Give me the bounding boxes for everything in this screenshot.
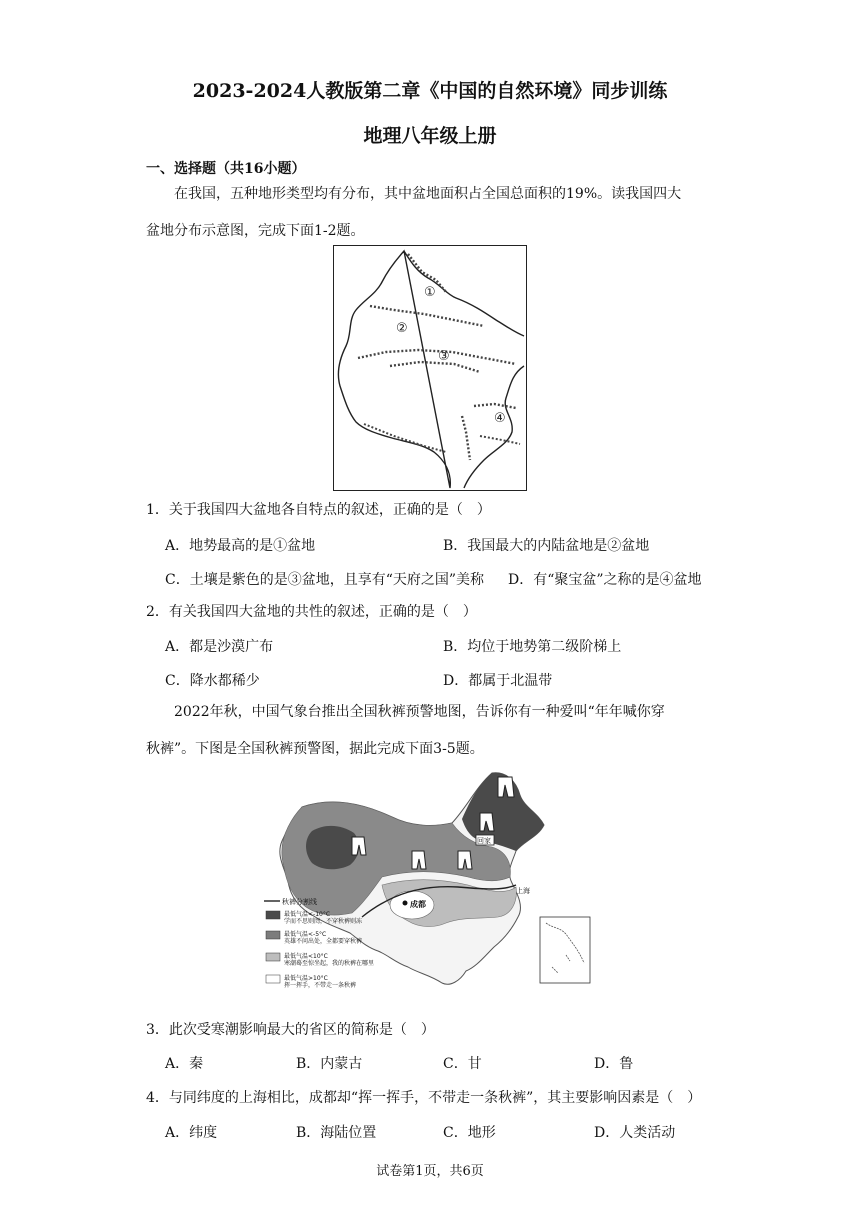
question-3-option-b: B．内蒙古 xyxy=(296,1056,363,1072)
document-title: 2023-2024人教版第二章《中国的自然环境》同步训练 xyxy=(192,80,668,102)
legend-title: 秋裤分割线 xyxy=(282,898,317,906)
legend-4-line-1: 最低气温>10°C xyxy=(284,975,328,982)
question-4-option-b: B．海陆位置 xyxy=(296,1125,377,1141)
basin-label-1: ① xyxy=(424,285,436,300)
basin-label-3: ③ xyxy=(438,349,450,364)
legend-swatch-3 xyxy=(266,953,280,961)
question-3-stem: 3．此次受寒潮影响最大的省区的简称是（ ） xyxy=(146,1022,435,1038)
intro-2-line-1: 2022年秋，中国气象台推出全国秋裤预警地图，告诉你有一种爱叫“年年喊你穿 xyxy=(174,704,665,720)
question-3-option-a: A．秦 xyxy=(165,1056,204,1072)
warning-map-drawing xyxy=(262,767,602,997)
city-label-chengdu: 成都 xyxy=(410,900,426,909)
question-2-stem: 2．有关我国四大盆地的共性的叙述，正确的是（ ） xyxy=(146,604,477,620)
question-4-stem: 4．与同纬度的上海相比，成都却“挥一挥手，不带走一条秋裤”，其主要影响因素是（ ） xyxy=(146,1090,702,1106)
question-2-option-d: D．都属于北温带 xyxy=(443,673,553,689)
chengdu-marker xyxy=(403,901,408,906)
document-subtitle: 地理八年级上册 xyxy=(363,125,497,147)
basin-label-2: ② xyxy=(396,321,408,336)
question-1-option-a: A．地势最高的是①盆地 xyxy=(165,538,316,554)
mountain-range-daba xyxy=(480,436,520,444)
intro-paragraph-2 xyxy=(146,694,716,768)
question-1-option-b: B．我国最大的内陆盆地是②盆地 xyxy=(443,538,650,554)
legend-2-line-1: 最低气温<-5°C xyxy=(284,931,327,938)
basins-map-drawing xyxy=(334,246,526,490)
question-2-option-a: A．都是沙漠广布 xyxy=(165,639,274,655)
page-footer: 试卷第1页，共6页 xyxy=(376,1164,484,1179)
question-1-option-d: D．有“聚宝盆”之称的是④盆地 xyxy=(508,572,702,588)
mountain-range-himalaya xyxy=(364,424,446,452)
zone-below-minus-10-west xyxy=(306,826,359,869)
question-3-option-c: C．甘 xyxy=(443,1056,482,1072)
badge-label: 回家 xyxy=(477,837,491,845)
intro-paragraph-1 xyxy=(146,176,716,250)
question-4-option-c: C．地形 xyxy=(443,1125,496,1141)
south-china-sea-inset xyxy=(540,917,590,983)
question-4-option-d: D．人类活动 xyxy=(594,1125,676,1141)
legend-swatch-4 xyxy=(266,975,280,983)
legend-swatch-1 xyxy=(266,911,280,919)
question-1-option-c: C．土壤是紫色的是③盆地，且享有“天府之国”美称 xyxy=(165,572,485,588)
legend-1-line-2: 学而不思则罔，不穿秋裤则冻 xyxy=(284,918,363,925)
legend-swatch-2 xyxy=(266,931,280,939)
mountain-range-kunlun xyxy=(358,350,516,364)
mountain-range-tianshan xyxy=(370,306,484,326)
mountain-range-qilian xyxy=(390,362,480,372)
intro-1-line-2: 盆地分布示意图，完成下面1-2题。 xyxy=(146,223,365,239)
question-4-option-a: A．纬度 xyxy=(165,1125,218,1141)
legend-3-line-1: 最低气温<10°C xyxy=(284,953,328,960)
question-3-option-d: D．鲁 xyxy=(594,1056,634,1072)
legend-1-line-1: 最低气温<-10°C xyxy=(284,911,331,918)
basin-label-4: ④ xyxy=(494,411,506,426)
question-2-option-b: B．均位于地势第二级阶梯上 xyxy=(443,639,622,655)
legend-4-line-2: 挥一挥手，不带走一条秋裤 xyxy=(284,982,357,989)
basins-map xyxy=(333,245,527,491)
intro-1-line-1: 在我国，五种地形类型均有分布，其中盆地面积占全国总面积的19%。读我国四大 xyxy=(174,186,682,202)
mountain-range-hengduan xyxy=(462,416,470,460)
legend-2-line-2: 英雄不问出处，全都要穿秋裤 xyxy=(284,938,363,945)
question-1-stem: 1．关于我国四大盆地各自特点的叙述，正确的是（ ） xyxy=(146,502,491,518)
city-label-shanghai: 上海 xyxy=(516,887,530,895)
mountain-range-qinling xyxy=(474,404,516,408)
legend-3-line-2: 寒潮蓦至惊坐起，我的秋裤在哪里 xyxy=(284,960,375,967)
question-2-option-c: C．降水都稀少 xyxy=(165,673,260,689)
intro-2-line-2: 秋裤”。下图是全国秋裤预警图，据此完成下面3-5题。 xyxy=(146,741,484,757)
warning-map xyxy=(262,767,602,997)
section-heading: 一、选择题（共16小题） xyxy=(146,161,306,177)
